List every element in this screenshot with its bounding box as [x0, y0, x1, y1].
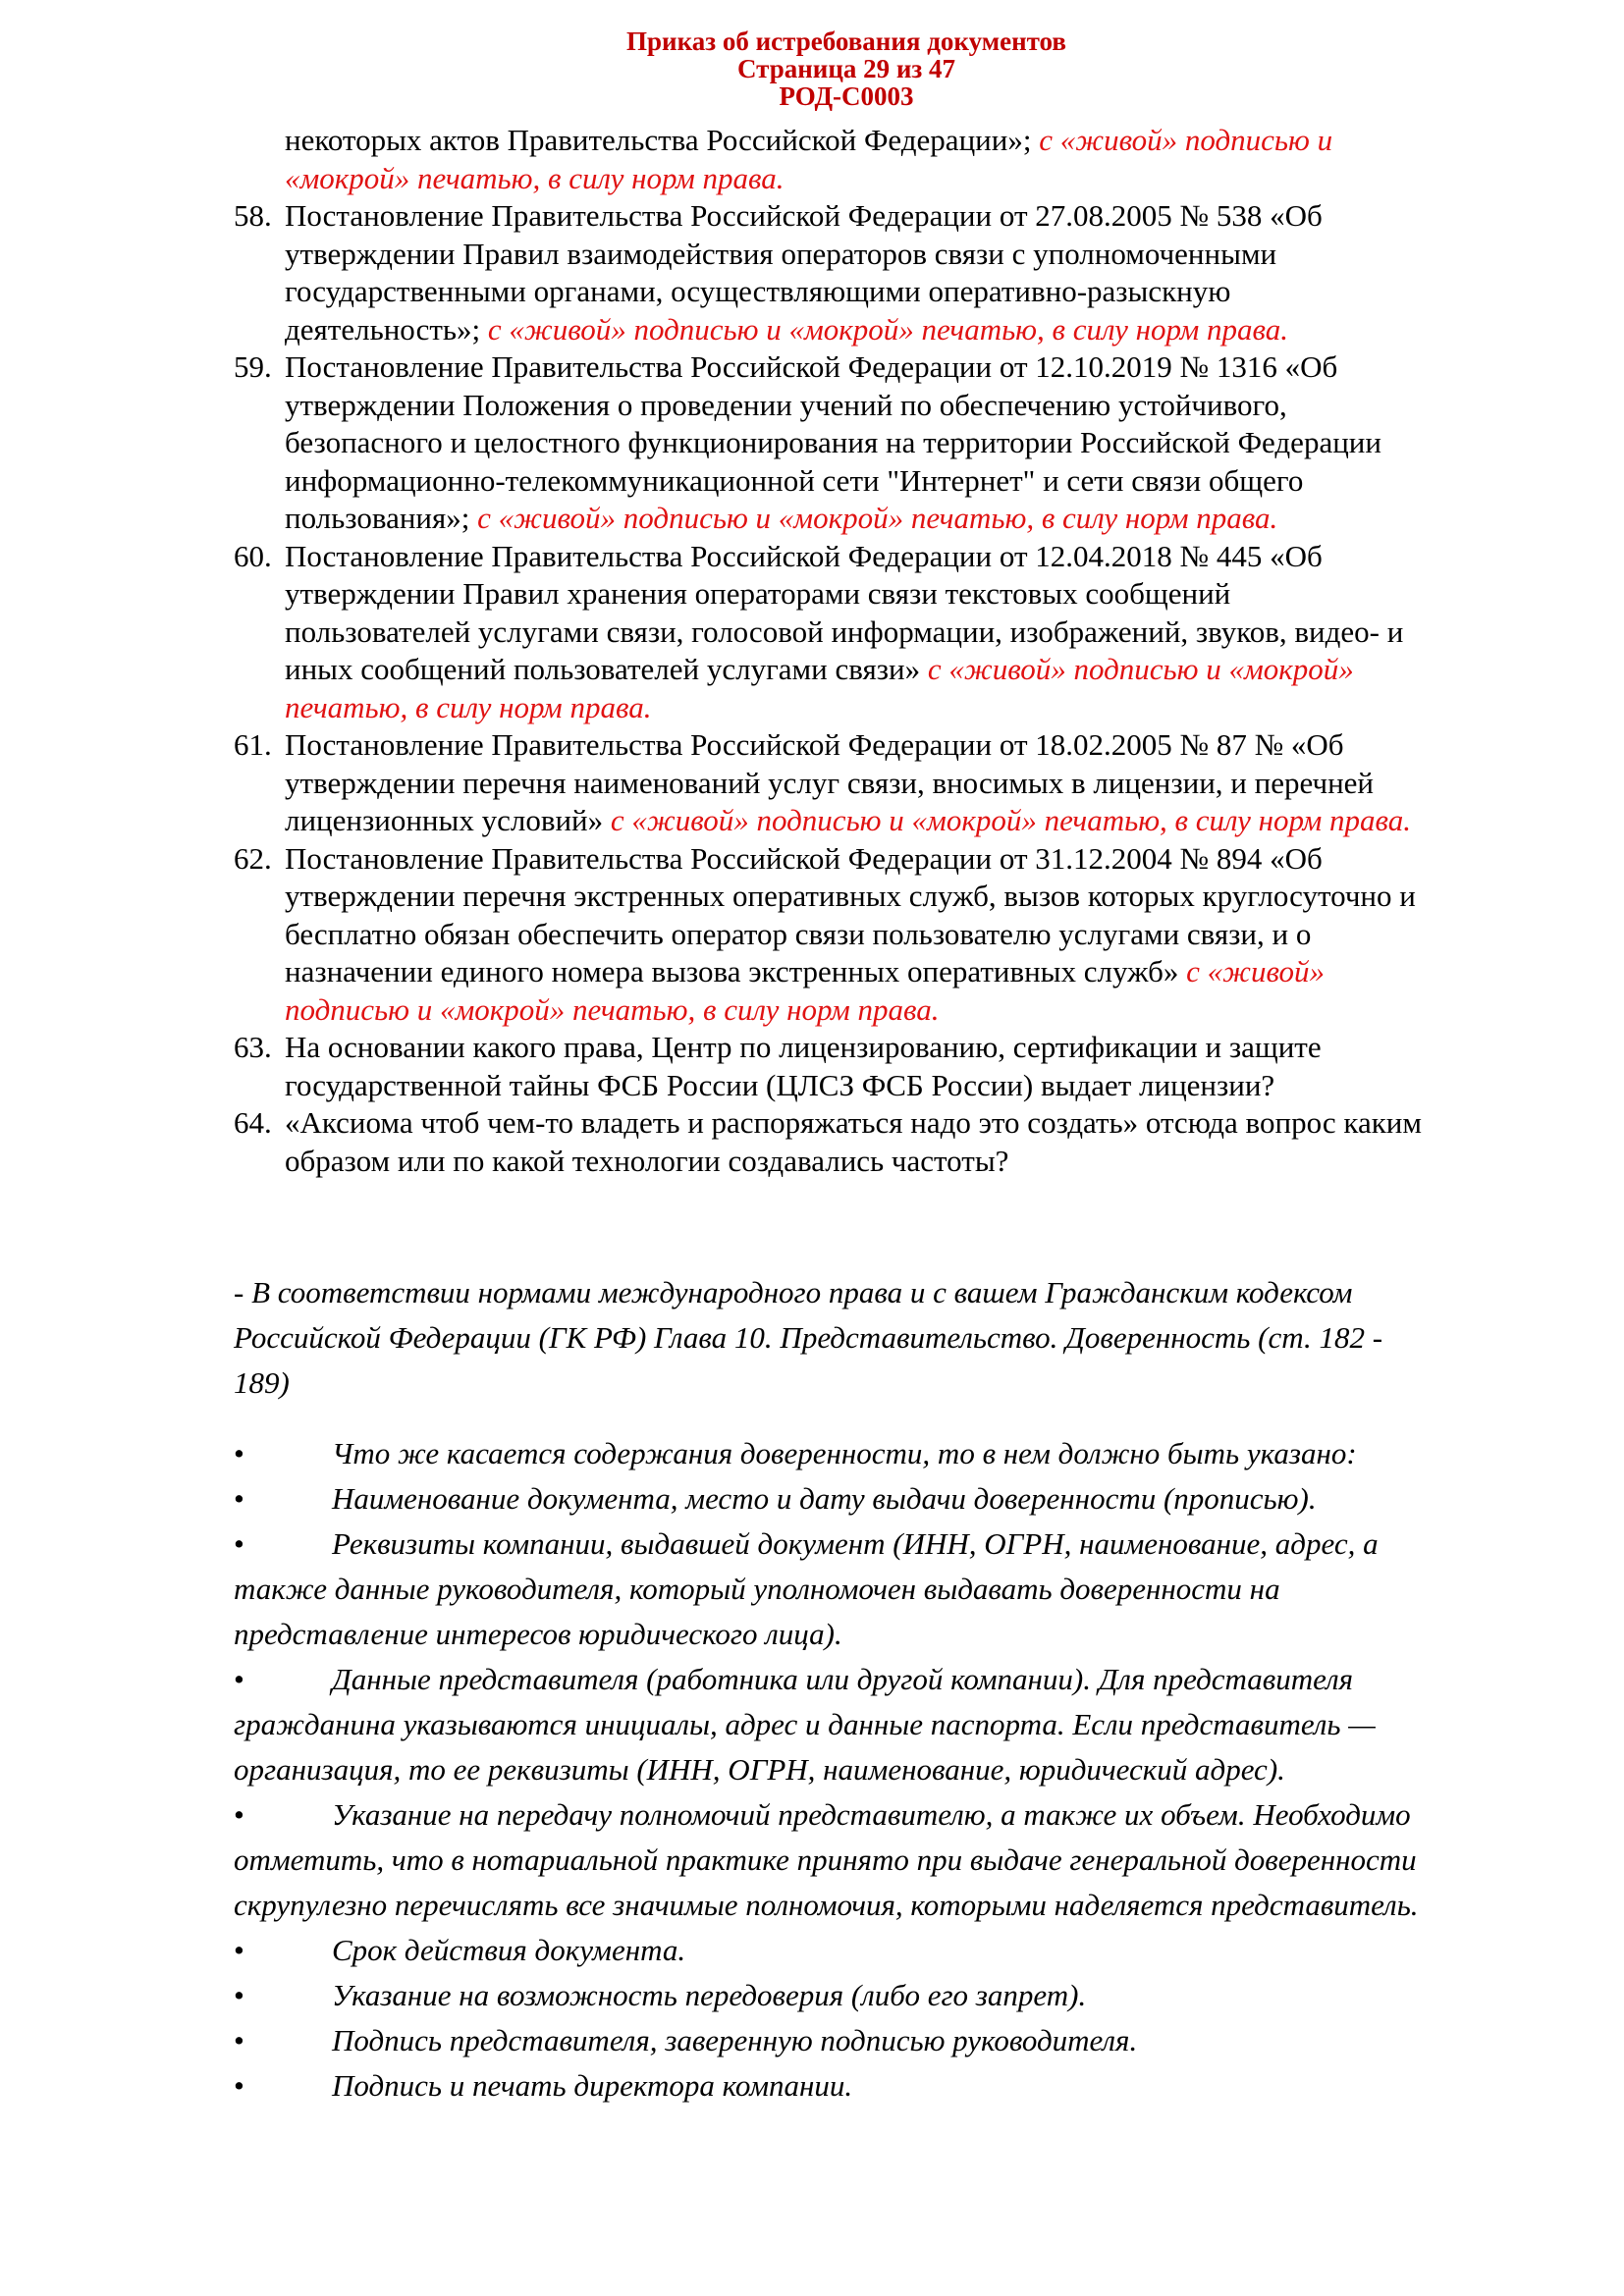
item-text	[285, 1029, 1424, 1104]
document-body	[234, 122, 1424, 2109]
bullet-marker: •	[234, 2023, 244, 2057]
bullet-item	[234, 1792, 1424, 1928]
bullet-item	[234, 2018, 1424, 2063]
red-note: с «живой» подписью и «мокрой» печатью, в силу норм права.	[285, 123, 1333, 195]
item-number: 61.	[234, 727, 272, 762]
bullet-text: Срок действия документа.	[332, 1933, 686, 1967]
document-header	[236, 0, 1457, 110]
bullet-text: Подпись и печать директора компании.	[332, 2068, 853, 2103]
item-number: 60.	[234, 538, 272, 573]
item-body-text: На основании какого права, Центр по лицензированию, сертификации и защите государственной тайны ФСБ России (ЦЛСЗ ФСБ России) выдает лицензии?	[285, 1030, 1322, 1102]
item-body-text: Постановление Правительства Российской Федерации от 18.02.2005 № 87 № «Об утверждении перечня наименований услуг связи, вносимых в лицензии, и перечней лицензионных условий»	[285, 727, 1375, 837]
numbered-item-63	[234, 1029, 1424, 1104]
bullet-marker: •	[234, 1797, 244, 1832]
item-text	[285, 1104, 1424, 1180]
numbered-item-59	[234, 348, 1424, 538]
bullet-marker: •	[234, 1526, 244, 1561]
continuation-paragraph	[285, 122, 1424, 197]
continuation-text: некоторых актов Правительства Российской Федерации»;	[285, 123, 1040, 157]
document-title: Приказ об истребования документов	[626, 27, 1066, 56]
red-note: с «живой» подписью и «мокрой» печатью, в силу норм права.	[285, 954, 1326, 1027]
item-body-text: Постановление Правительства Российской Федерации от 27.08.2005 № 538 «Об утверждении Правил взаимодействия операторов связи с уполномоченными государственными органами, осуществляющими оперативно-разыскную деятельность»;	[285, 198, 1323, 347]
item-number: 63.	[234, 1030, 272, 1064]
bullet-marker: •	[234, 1481, 244, 1516]
bullet-marker: •	[234, 1933, 244, 1967]
bullet-text: Реквизиты компании, выдавшей документ (ИНН, ОГРН, наименование, адрес, а также данные руководителя, который уполномочен выдавать доверенности на представление интересов юридического лица).	[234, 1526, 1379, 1651]
red-note: с «живой» подписью и «мокрой» печатью, в силу норм права.	[285, 652, 1354, 724]
bullet-text: Указание на возможность передоверия (либо его запрет).	[332, 1978, 1087, 2012]
bullet-item	[234, 1928, 1424, 1973]
numbered-item-62	[234, 840, 1424, 1030]
document-code: РОД-С0003	[779, 81, 914, 111]
page-indicator: Страница 29 из 47	[736, 54, 956, 83]
bullet-item	[234, 2063, 1424, 2109]
numbered-item-64	[234, 1104, 1424, 1180]
item-text	[285, 197, 1424, 348]
bullet-item	[234, 1431, 1424, 1476]
bullet-item	[234, 1522, 1424, 1657]
bullet-marker: •	[234, 1978, 244, 2012]
bullet-marker: •	[234, 1662, 244, 1696]
bullet-marker: •	[234, 1436, 244, 1470]
bullet-text: Указание на передачу полномочий представителю, а также их объем. Необходимо отметить, что в нотариальной практике принято при выдаче генеральной доверенности скрупулезно перечислять все значимые полномочия, которыми наделяется представитель.	[234, 1797, 1419, 1922]
red-note: с «живой» подписью и «мокрой» печатью, в силу норм права.	[477, 501, 1278, 535]
bullet-text: Данные представителя (работника или другой компании). Для представителя гражданина указываются инициалы, адрес и данные паспорта. Если представитель — организация, то ее реквизиты (ИНН, ОГРН, наименование, юридический адрес).	[234, 1662, 1376, 1787]
item-text	[285, 348, 1424, 538]
numbered-item-60	[234, 538, 1424, 727]
red-note: с «живой» подписью и «мокрой» печатью, в силу норм права.	[610, 803, 1412, 837]
item-text	[285, 840, 1424, 1030]
bullet-text: Наименование документа, место и дату выдачи доверенности (прописью).	[332, 1481, 1317, 1516]
item-body-text: Постановление Правительства Российской Федерации от 12.04.2018 № 445 «Об утверждении Правил хранения операторами связи текстовых сообщений пользователей услугами связи, голосовой информации, изображений, звуков, видео- и иных сообщений пользователей услугами связи»	[285, 538, 1404, 686]
bullet-item	[234, 1973, 1424, 2018]
bullet-text: Подпись представителя, заверенную подписью руководителя.	[332, 2023, 1138, 2057]
numbered-item-61	[234, 726, 1424, 840]
bullet-text: Что же касается содержания доверенности, то в нем должно быть указано:	[332, 1436, 1357, 1470]
item-body-text: «Аксиома чтоб чем-то владеть и распоряжаться надо это создать» отсюда вопрос каким образом или по какой технологии создавались частоты?	[285, 1105, 1422, 1178]
item-number: 64.	[234, 1105, 272, 1140]
bullet-marker: •	[234, 2068, 244, 2103]
item-number: 62.	[234, 840, 272, 876]
bullet-item	[234, 1476, 1424, 1522]
bullet-list	[234, 1431, 1424, 2109]
item-number: 58.	[234, 198, 272, 233]
item-body-text: Постановление Правительства Российской Федерации от 31.12.2004 № 894 «Об утверждении перечня экстренных оперативных служб, вызов которых круглосуточно и бесплатно обязан обеспечить оператор связи пользователю услугами связи, и о назначении единого номера вызова экстренных оперативных служб»	[285, 840, 1416, 988]
bullet-item	[234, 1657, 1424, 1792]
intro-paragraph: - В соответствии нормами международного права и с вашем Гражданским кодексом Российской Федерации (ГК РФ) Глава 10. Представительство. Доверенность (ст. 182 - 189)	[234, 1275, 1383, 1400]
red-note: с «живой» подписью и «мокрой» печатью, в силу норм права.	[487, 311, 1288, 347]
item-number: 59.	[234, 349, 272, 384]
numbered-item-58	[234, 197, 1424, 348]
item-text	[285, 726, 1424, 840]
item-text	[285, 538, 1424, 727]
item-body-text: Постановление Правительства Российской Федерации от 12.10.2019 № 1316 «Об утверждении Положения о проведении учений по обеспечению устойчивого, безопасного и целостного функционирования на территории Российской Федерации информационно-телекоммуникационной сети "Интернет" и сети связи общего пользования»;	[285, 349, 1381, 535]
